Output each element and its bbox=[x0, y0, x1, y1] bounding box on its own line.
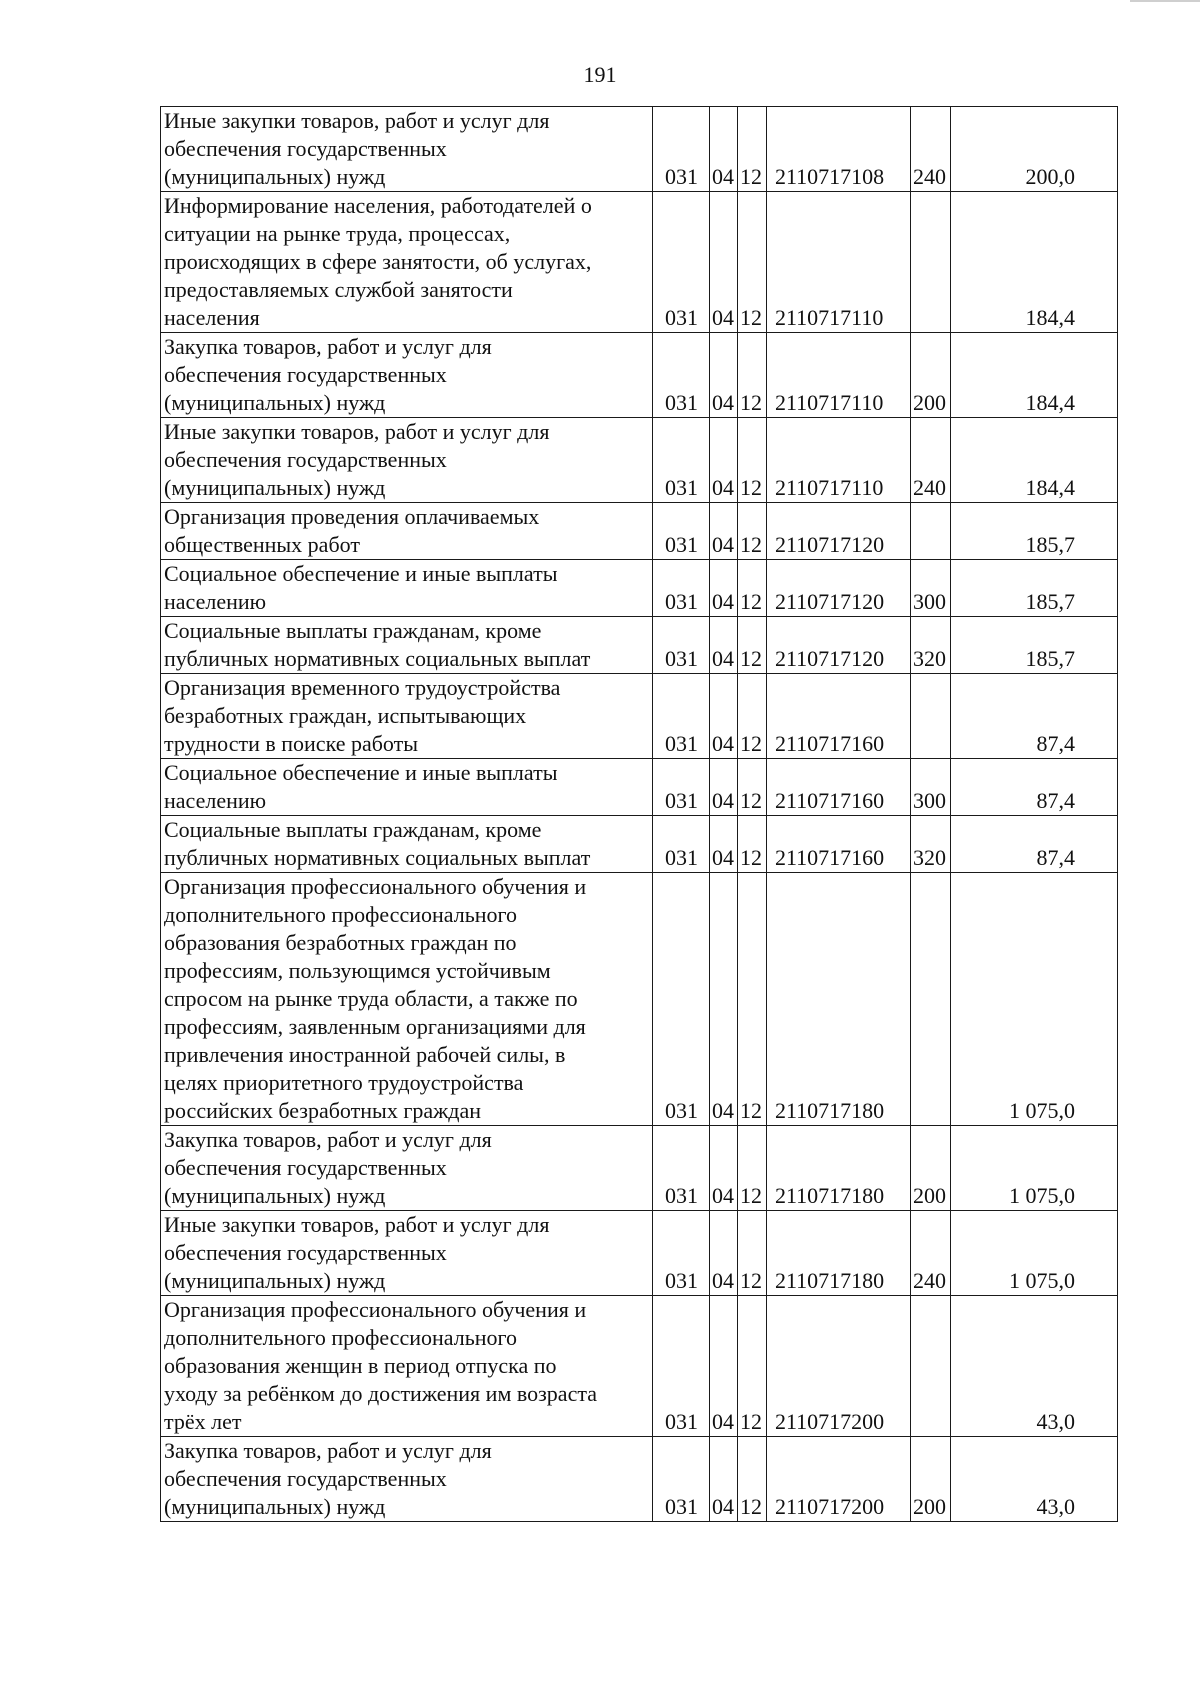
row-expense-type-cell: 300 bbox=[911, 560, 951, 617]
row-sum-cell: 1 075,0 bbox=[951, 1126, 1118, 1211]
row-grbs-cell: 031 bbox=[653, 107, 710, 192]
row-subsection-cell: 12 bbox=[738, 617, 767, 674]
row-target-article-cell: 2110717110 bbox=[767, 418, 911, 503]
row-section-cell: 04 bbox=[710, 674, 738, 759]
row-expense-type-cell: 240 bbox=[911, 107, 951, 192]
row-section-cell: 04 bbox=[710, 1296, 738, 1437]
row-sum-cell: 87,4 bbox=[951, 816, 1118, 873]
row-sum-cell: 184,4 bbox=[951, 333, 1118, 418]
row-name-line: публичных нормативных социальных выплат bbox=[164, 845, 591, 870]
row-section-cell: 04 bbox=[710, 759, 738, 816]
row-name-line: Закупка товаров, работ и услуг для bbox=[164, 1127, 492, 1152]
row-grbs-cell: 031 bbox=[653, 617, 710, 674]
table-row bbox=[161, 1437, 1118, 1522]
row-name-line: профессиям, пользующимся устойчивым bbox=[164, 958, 551, 983]
row-subsection-cell: 12 bbox=[738, 1296, 767, 1437]
row-name-line: (муниципальных) нужд bbox=[164, 1183, 386, 1208]
row-target-article-cell: 2110717110 bbox=[767, 192, 911, 333]
row-subsection-cell: 12 bbox=[738, 333, 767, 418]
row-target-article-cell: 2110717108 bbox=[767, 107, 911, 192]
table-row bbox=[161, 674, 1118, 759]
row-grbs-cell: 031 bbox=[653, 816, 710, 873]
row-name-line: образования безработных граждан по bbox=[164, 930, 517, 955]
row-target-article-cell: 2110717120 bbox=[767, 560, 911, 617]
row-section-cell: 04 bbox=[710, 107, 738, 192]
table-row bbox=[161, 1211, 1118, 1296]
row-expense-type-cell bbox=[911, 503, 951, 560]
row-name-cell bbox=[161, 107, 653, 192]
row-name-line: (муниципальных) нужд bbox=[164, 164, 386, 189]
row-target-article-cell: 2110717160 bbox=[767, 816, 911, 873]
row-target-article-cell: 2110717120 bbox=[767, 503, 911, 560]
row-subsection-cell: 12 bbox=[738, 674, 767, 759]
row-name-line: населения bbox=[164, 305, 260, 330]
row-name-line: (муниципальных) нужд bbox=[164, 475, 386, 500]
row-name-cell bbox=[161, 1211, 653, 1296]
scan-edge-mark bbox=[1130, 0, 1200, 10]
row-name-line: населению bbox=[164, 589, 267, 614]
row-expense-type-cell: 200 bbox=[911, 1437, 951, 1522]
row-sum-cell: 185,7 bbox=[951, 503, 1118, 560]
row-name-cell bbox=[161, 873, 653, 1126]
row-sum-cell: 200,0 bbox=[951, 107, 1118, 192]
row-grbs-cell: 031 bbox=[653, 418, 710, 503]
row-name-cell bbox=[161, 1437, 653, 1522]
row-subsection-cell: 12 bbox=[738, 107, 767, 192]
row-name-line: обеспечения государственных bbox=[164, 362, 447, 387]
row-grbs-cell: 031 bbox=[653, 333, 710, 418]
table-row bbox=[161, 873, 1118, 1126]
row-expense-type-cell bbox=[911, 1296, 951, 1437]
row-expense-type-cell: 300 bbox=[911, 759, 951, 816]
row-name-line: Иные закупки товаров, работ и услуг для bbox=[164, 1212, 550, 1237]
row-name-line: Организация проведения оплачиваемых bbox=[164, 504, 540, 529]
row-grbs-cell: 031 bbox=[653, 503, 710, 560]
row-sum-cell: 184,4 bbox=[951, 418, 1118, 503]
row-name-line: Информирование населения, работодателей о bbox=[164, 193, 592, 218]
row-subsection-cell: 12 bbox=[738, 560, 767, 617]
row-name-line: профессиям, заявленным организациями для bbox=[164, 1014, 586, 1039]
row-sum-cell: 43,0 bbox=[951, 1437, 1118, 1522]
row-sum-cell: 185,7 bbox=[951, 617, 1118, 674]
row-name-line: (муниципальных) нужд bbox=[164, 1268, 386, 1293]
table-row bbox=[161, 333, 1118, 418]
row-subsection-cell: 12 bbox=[738, 1437, 767, 1522]
row-name-line: Закупка товаров, работ и услуг для bbox=[164, 334, 492, 359]
row-sum-cell: 1 075,0 bbox=[951, 873, 1118, 1126]
table-row bbox=[161, 192, 1118, 333]
row-subsection-cell: 12 bbox=[738, 418, 767, 503]
row-subsection-cell: 12 bbox=[738, 1211, 767, 1296]
row-name-cell bbox=[161, 674, 653, 759]
row-name-line: общественных работ bbox=[164, 532, 360, 557]
row-section-cell: 04 bbox=[710, 192, 738, 333]
row-section-cell: 04 bbox=[710, 560, 738, 617]
row-name-line: Закупка товаров, работ и услуг для bbox=[164, 1438, 492, 1463]
row-target-article-cell: 2110717120 bbox=[767, 617, 911, 674]
row-target-article-cell: 2110717180 bbox=[767, 1211, 911, 1296]
row-subsection-cell: 12 bbox=[738, 873, 767, 1126]
table-row bbox=[161, 418, 1118, 503]
table-row bbox=[161, 1296, 1118, 1437]
table-row bbox=[161, 560, 1118, 617]
row-expense-type-cell: 200 bbox=[911, 333, 951, 418]
row-section-cell: 04 bbox=[710, 816, 738, 873]
row-name-line: Социальные выплаты гражданам, кроме bbox=[164, 618, 542, 643]
row-target-article-cell: 2110717180 bbox=[767, 873, 911, 1126]
table-row bbox=[161, 107, 1118, 192]
row-name-line: населению bbox=[164, 788, 267, 813]
row-name-line: публичных нормативных социальных выплат bbox=[164, 646, 591, 671]
table-body bbox=[161, 107, 1118, 1522]
row-name-line: спросом на рынке труда области, а также по bbox=[164, 986, 578, 1011]
row-name-line: происходящих в сфере занятости, об услугах, bbox=[164, 249, 592, 274]
row-name-cell bbox=[161, 1296, 653, 1437]
row-target-article-cell: 2110717160 bbox=[767, 759, 911, 816]
row-name-line: целях приоритетного трудоустройства bbox=[164, 1070, 524, 1095]
row-name-line: Социальное обеспечение и иные выплаты bbox=[164, 561, 558, 586]
row-name-line: Иные закупки товаров, работ и услуг для bbox=[164, 108, 550, 133]
row-expense-type-cell: 320 bbox=[911, 816, 951, 873]
row-target-article-cell: 2110717180 bbox=[767, 1126, 911, 1211]
row-grbs-cell: 031 bbox=[653, 759, 710, 816]
row-name-line: Социальное обеспечение и иные выплаты bbox=[164, 760, 558, 785]
row-grbs-cell: 031 bbox=[653, 1211, 710, 1296]
row-subsection-cell: 12 bbox=[738, 192, 767, 333]
row-section-cell: 04 bbox=[710, 1211, 738, 1296]
row-name-cell bbox=[161, 759, 653, 816]
row-grbs-cell: 031 bbox=[653, 192, 710, 333]
table-row bbox=[161, 759, 1118, 816]
row-expense-type-cell bbox=[911, 873, 951, 1126]
row-section-cell: 04 bbox=[710, 1126, 738, 1211]
row-section-cell: 04 bbox=[710, 418, 738, 503]
row-name-line: Организация профессионального обучения и bbox=[164, 874, 587, 899]
row-expense-type-cell: 240 bbox=[911, 1211, 951, 1296]
row-name-line: уходу за ребёнком до достижения им возраста bbox=[164, 1381, 597, 1406]
row-grbs-cell: 031 bbox=[653, 560, 710, 617]
row-expense-type-cell: 320 bbox=[911, 617, 951, 674]
row-name-line: Организация профессионального обучения и bbox=[164, 1297, 587, 1322]
row-grbs-cell: 031 bbox=[653, 674, 710, 759]
row-name-line: российских безработных граждан bbox=[164, 1098, 482, 1123]
row-name-line: дополнительного профессионального bbox=[164, 902, 517, 927]
row-name-cell bbox=[161, 418, 653, 503]
row-subsection-cell: 12 bbox=[738, 1126, 767, 1211]
row-name-cell bbox=[161, 333, 653, 418]
row-grbs-cell: 031 bbox=[653, 1296, 710, 1437]
budget-table bbox=[160, 106, 1118, 1522]
row-name-line: обеспечения государственных bbox=[164, 136, 447, 161]
row-name-line: безработных граждан, испытывающих bbox=[164, 703, 527, 728]
row-name-line: обеспечения государственных bbox=[164, 1155, 447, 1180]
row-expense-type-cell: 240 bbox=[911, 418, 951, 503]
row-target-article-cell: 2110717110 bbox=[767, 333, 911, 418]
row-sum-cell: 185,7 bbox=[951, 560, 1118, 617]
row-name-line: обеспечения государственных bbox=[164, 447, 447, 472]
table-row bbox=[161, 1126, 1118, 1211]
row-subsection-cell: 12 bbox=[738, 816, 767, 873]
row-section-cell: 04 bbox=[710, 873, 738, 1126]
row-name-line: трёх лет bbox=[164, 1409, 242, 1434]
row-sum-cell: 184,4 bbox=[951, 192, 1118, 333]
row-name-cell bbox=[161, 1126, 653, 1211]
row-name-line: ситуации на рынке труда, процессах, bbox=[164, 221, 511, 246]
row-name-line: обеспечения государственных bbox=[164, 1240, 447, 1265]
row-section-cell: 04 bbox=[710, 333, 738, 418]
row-grbs-cell: 031 bbox=[653, 1437, 710, 1522]
row-sum-cell: 87,4 bbox=[951, 759, 1118, 816]
row-name-line: (муниципальных) нужд bbox=[164, 1494, 386, 1519]
row-name-line: Социальные выплаты гражданам, кроме bbox=[164, 817, 542, 842]
row-section-cell: 04 bbox=[710, 503, 738, 560]
row-name-line: привлечения иностранной рабочей силы, в bbox=[164, 1042, 566, 1067]
table-row bbox=[161, 617, 1118, 674]
row-name-line: обеспечения государственных bbox=[164, 1466, 447, 1491]
row-target-article-cell: 2110717160 bbox=[767, 674, 911, 759]
row-name-cell bbox=[161, 192, 653, 333]
row-grbs-cell: 031 bbox=[653, 1126, 710, 1211]
row-sum-cell: 43,0 bbox=[951, 1296, 1118, 1437]
row-name-cell bbox=[161, 560, 653, 617]
row-expense-type-cell bbox=[911, 192, 951, 333]
row-name-line: Иные закупки товаров, работ и услуг для bbox=[164, 419, 550, 444]
row-expense-type-cell: 200 bbox=[911, 1126, 951, 1211]
row-subsection-cell: 12 bbox=[738, 503, 767, 560]
row-name-line: образования женщин в период отпуска по bbox=[164, 1353, 557, 1378]
page-number: 191 bbox=[583, 62, 617, 87]
row-section-cell: 04 bbox=[710, 617, 738, 674]
row-target-article-cell: 2110717200 bbox=[767, 1437, 911, 1522]
row-subsection-cell: 12 bbox=[738, 759, 767, 816]
row-name-cell bbox=[161, 617, 653, 674]
row-name-line: предоставляемых службой занятости bbox=[164, 277, 513, 302]
row-grbs-cell: 031 bbox=[653, 873, 710, 1126]
row-expense-type-cell bbox=[911, 674, 951, 759]
row-sum-cell: 1 075,0 bbox=[951, 1211, 1118, 1296]
row-section-cell: 04 bbox=[710, 1437, 738, 1522]
table-row bbox=[161, 816, 1118, 873]
row-name-cell bbox=[161, 503, 653, 560]
row-name-line: трудности в поиске работы bbox=[164, 731, 419, 756]
row-name-line: дополнительного профессионального bbox=[164, 1325, 517, 1350]
row-target-article-cell: 2110717200 bbox=[767, 1296, 911, 1437]
row-name-line: Организация временного трудоустройства bbox=[164, 675, 561, 700]
row-sum-cell: 87,4 bbox=[951, 674, 1118, 759]
row-name-cell bbox=[161, 816, 653, 873]
table-row bbox=[161, 503, 1118, 560]
row-name-line: (муниципальных) нужд bbox=[164, 390, 386, 415]
